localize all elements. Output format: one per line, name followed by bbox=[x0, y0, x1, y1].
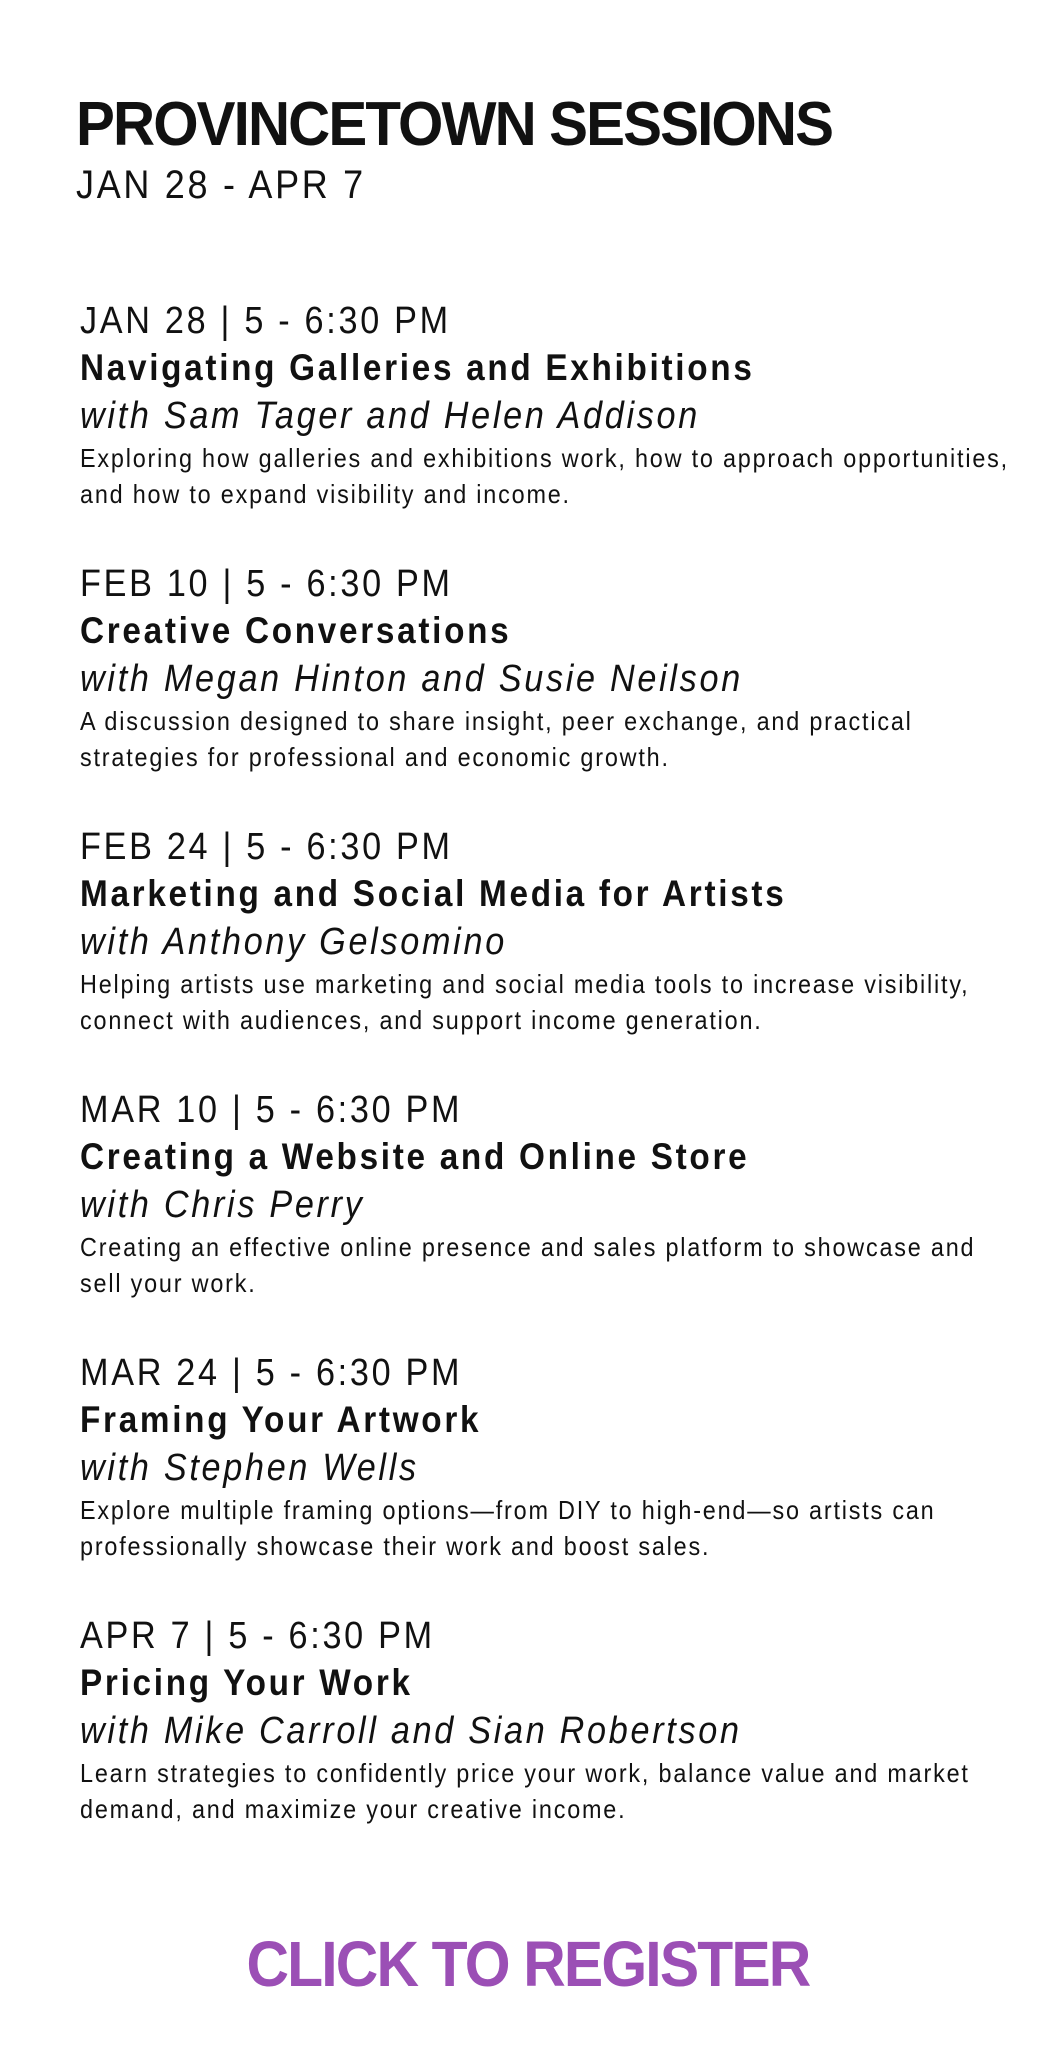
register-section bbox=[0, 1928, 1056, 2000]
session-description: Learn strategies to confidently price your work, balance value and market demand, and maximize your creative income. bbox=[80, 1758, 970, 1824]
session-host: with Anthony Gelsomino bbox=[80, 921, 507, 963]
session-description: Helping artists use marketing and social media tools to increase visibility, connect with audiences, and support income generation. bbox=[80, 969, 970, 1035]
session-host: with Mike Carroll and Sian Robertson bbox=[80, 1710, 742, 1752]
header bbox=[76, 90, 996, 208]
session-item bbox=[80, 561, 1000, 824]
session-date-time: JAN 28 | 5 - 6:30 PM bbox=[80, 300, 451, 342]
session-description: Exploring how galleries and exhibitions work, how to approach opportunities, and how to expand visibility and income. bbox=[80, 443, 1009, 509]
session-item bbox=[80, 1087, 1000, 1350]
session-item bbox=[80, 298, 1009, 561]
session-host: with Stephen Wells bbox=[80, 1447, 419, 1489]
session-date-time: MAR 10 | 5 - 6:30 PM bbox=[80, 1089, 463, 1131]
session-title: Framing Your Artwork bbox=[80, 1399, 482, 1440]
session-host: with Megan Hinton and Susie Neilson bbox=[80, 658, 743, 700]
session-item bbox=[80, 824, 1000, 1087]
session-title: Marketing and Social Media for Artists bbox=[80, 873, 787, 914]
session-description: Creating an effective online presence and sales platform to showcase and sell your work. bbox=[80, 1232, 976, 1298]
session-item bbox=[80, 1613, 1000, 1876]
session-item bbox=[80, 1350, 1000, 1613]
session-title: Creating a Website and Online Store bbox=[80, 1136, 750, 1177]
session-title: Navigating Galleries and Exhibitions bbox=[80, 347, 755, 388]
session-date-time: FEB 10 | 5 - 6:30 PM bbox=[80, 563, 453, 605]
session-date-time: APR 7 | 5 - 6:30 PM bbox=[80, 1615, 435, 1657]
session-host: with Sam Tager and Helen Addison bbox=[80, 395, 701, 437]
session-host: with Chris Perry bbox=[80, 1184, 365, 1226]
session-description: Explore multiple framing options—from DIY to high-end—so artists can professionally showcase their work and boost sales. bbox=[80, 1495, 936, 1561]
session-date-time: FEB 24 | 5 - 6:30 PM bbox=[80, 826, 453, 868]
session-date-time: MAR 24 | 5 - 6:30 PM bbox=[80, 1352, 463, 1394]
page-title: PROVINCETOWN SESSIONS bbox=[76, 90, 833, 159]
date-range: JAN 28 - APR 7 bbox=[76, 163, 366, 207]
session-list bbox=[80, 298, 1009, 1876]
session-title: Pricing Your Work bbox=[80, 1662, 413, 1703]
register-link[interactable]: CLICK TO REGISTER bbox=[246, 1928, 810, 2000]
session-title: Creative Conversations bbox=[80, 610, 512, 651]
session-description: A discussion designed to share insight, peer exchange, and practical strategies for professional and economic growth. bbox=[80, 706, 913, 772]
